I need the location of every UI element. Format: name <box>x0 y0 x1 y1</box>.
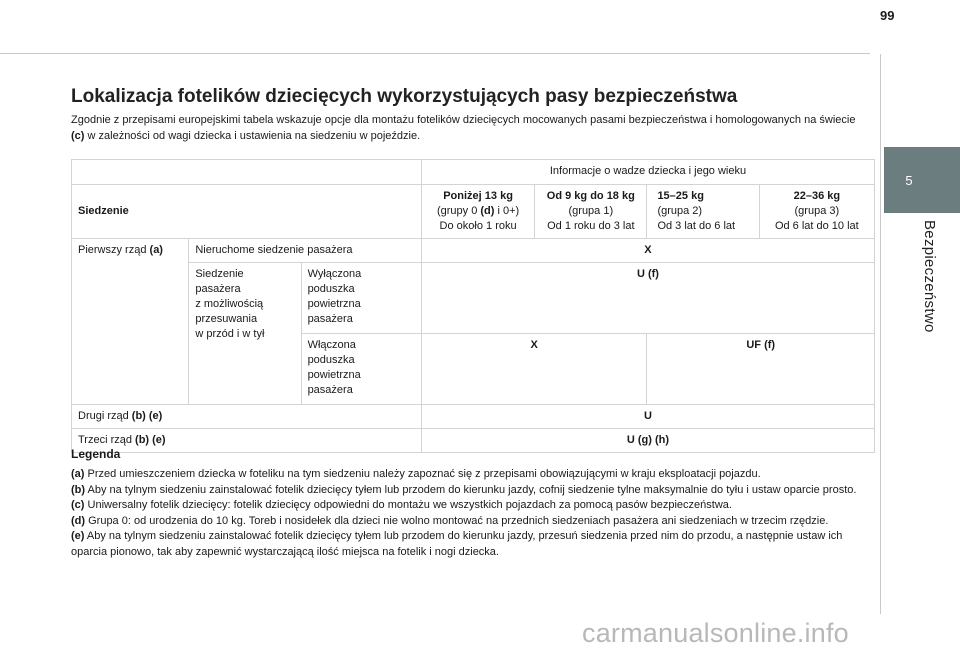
table-row <box>72 405 875 429</box>
airbag-off-label: Wyłączona poduszka powietrzna pasażera <box>301 263 421 334</box>
row-label-first-row: Pierwszy rząd (a) <box>72 239 189 405</box>
table-cell-empty <box>72 160 422 185</box>
table-row <box>72 185 875 239</box>
chapter-tab[interactable] <box>884 147 960 213</box>
legend-item-c: (c) Uniwersalny fotelik dziecięcy: fotelik dziecięcy odpowiedni do montażu we wszystkich pojazdach za pomocą pasów bezpieczeństwa. <box>71 499 732 511</box>
child-seat-table <box>71 159 875 453</box>
legend-item-d: (d) Grupa 0: od urodzenia do 10 kg. Toreb i nosidełek dla dzieci nie wolno montować na przednich siedzeniach pasażera ani siedzeniach w trzecim rzędzie. <box>71 514 829 527</box>
row-label-second-row: Drugi rząd (b) (e) <box>72 405 422 429</box>
airbag-off-value: U (f) <box>421 263 874 334</box>
third-row-value: U (g) (h) <box>421 429 874 453</box>
row-label-third-row: Trzeci rząd (b) (e) <box>72 429 422 453</box>
airbag-on-label: Włączona poduszka powietrzna pasażera <box>301 334 421 405</box>
second-row-value: U <box>421 405 874 429</box>
header-divider <box>0 53 870 54</box>
table-row <box>72 239 875 263</box>
legend-item-b: (b) Aby na tylnym siedzeniu zainstalować fotelik dziecięcy tyłem lub przodem do kierunku jazdy, cofnij siedzenie tylne maksymalnie do tyłu i ustaw oparcie prosto. <box>71 483 857 496</box>
table-row <box>72 263 875 334</box>
weight-age-header: Informacje o wadze dziecka i jego wieku <box>421 160 874 185</box>
col-header-group-2: 15–25 kg (grupa 2) Od 3 lat do 6 lat <box>647 185 759 239</box>
table-row <box>72 160 875 185</box>
page-number: 99 <box>880 8 895 23</box>
fixed-seat-value: X <box>421 239 874 263</box>
intro-paragraph: Zgodnie z przepisami europejskimi tabela wskazuje opcje dla montażu fotelików dziecięcych mocowanych pasami bezpieczeństwa i homologowanych na świecie (c) w zależności od wagi dziecka i ustawienia na siedzeniu w pojeździe. <box>71 114 856 142</box>
fixed-seat-label: Nieruchome siedzenie pasażera <box>189 239 422 263</box>
table-row <box>72 429 875 453</box>
col-header-group-3: 22–36 kg (grupa 3) Od 6 lat do 10 lat <box>759 185 874 239</box>
watermark: carmanualsonline.info <box>582 618 849 648</box>
col-header-group-0: Poniżej 13 kg (grupy 0 (d) i 0+) Do około 1 roku <box>421 185 534 239</box>
seat-header: Siedzenie <box>72 185 422 239</box>
page-title: Lokalizacja fotelików dziecięcych wykorzystujących pasy bezpieczeństwa <box>71 86 738 107</box>
airbag-on-value-group-2-3: UF (f) <box>647 334 875 405</box>
legend <box>71 467 881 560</box>
legend-item-a: (a) Przed umieszczeniem dziecka w foteliku na tym siedzeniu należy zapoznać się z przepisami obowiązującymi w kraju eksploatacji pojazdu. <box>71 468 761 480</box>
chapter-number: 5 <box>905 172 913 188</box>
adjustable-seat-label: Siedzenie pasażera z możliwością przesuwania w przód i w tył <box>189 263 301 405</box>
legend-title: Legenda <box>71 447 121 461</box>
col-header-group-1: Od 9 kg do 18 kg (grupa 1) Od 1 roku do 3 lat <box>535 185 647 239</box>
airbag-on-value-group-0-1: X <box>421 334 646 405</box>
chapter-title: Bezpieczeństwo <box>921 220 938 333</box>
legend-item-e: (e) Aby na tylnym siedzeniu zainstalować fotelik dziecięcy tyłem lub przodem do kierunku jazdy, przesuń siedzenia przed nim do przodu, a następnie ustaw ich oparcia pionowo, tak aby zapewnić wystarczającą ilość miejsca na fotelik i nogi dziecka. <box>71 530 843 558</box>
